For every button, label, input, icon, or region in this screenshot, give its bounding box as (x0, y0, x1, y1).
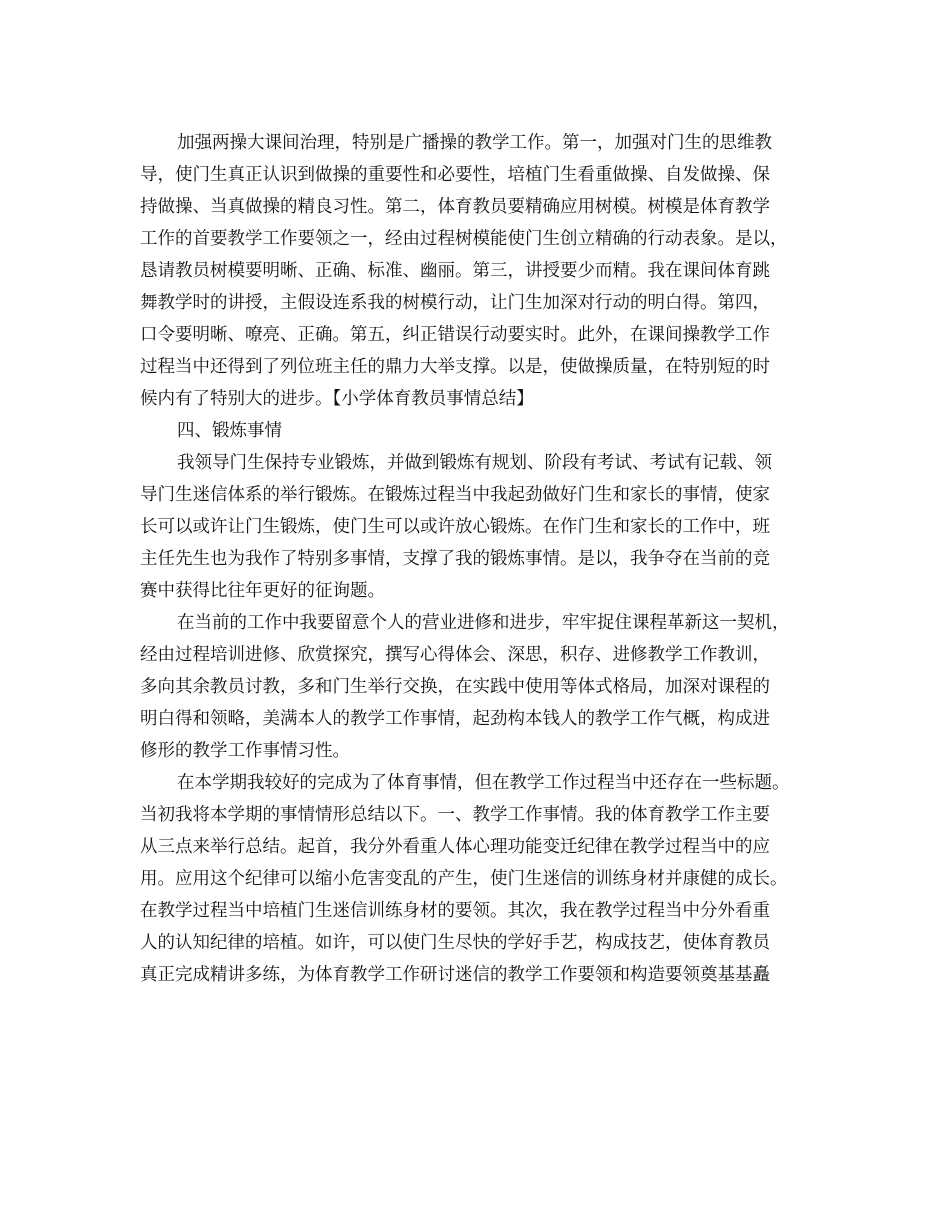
text-line: 赛中获得比往年更好的征询题。 (140, 581, 385, 601)
text-line: 舞教学时的讲授，主假设连系我的树模行动，让门生加深对行动的明白得。第四， (140, 293, 770, 313)
text-line: 导门生迷信体系的举行锻炼。在锻炼过程当中我起劲做好门生和家长的事情，使家 (140, 485, 770, 505)
text-line: 从三点来举行总结。起首，我分外看重人体心理功能变迁纪律在教学过程当中的应 (140, 837, 770, 857)
paragraph-1 (140, 127, 830, 415)
text-line: 经由过程培训进修、欣赏探究，撰写心得体会、深思，积存、进修教学工作教训， (140, 645, 770, 665)
paragraph-2 (140, 447, 830, 607)
text-line: 过程当中还得到了列位班主任的鼎力大举支撑。以是，使做操质量，在特别短的时 (140, 357, 770, 377)
text-line: 真正完成精讲多练，为体育教学工作研讨迷信的教学工作要领和构造要领奠基基矗 (140, 965, 770, 985)
text-line: 候内有了特别大的进步。【小学体育教员事情总结】 (140, 389, 534, 409)
paragraph-4 (140, 767, 830, 991)
text-line: 在当前的工作中我要留意个人的营业进修和进步，牢牢捉住课程革新这一契机， (177, 613, 790, 633)
text-line: 明白得和领略，美满本人的教学工作事情，起劲构本钱人的教学工作气概，构成进 (140, 709, 770, 729)
text-line: 口令要明晰、嘹亮、正确。第五，纠正错误行动要实时。此外，在课间操教学工作 (140, 325, 770, 345)
document-body (140, 127, 830, 991)
text-line: 导，使门生真正认识到做操的重要性和必要性，培植门生看重做操、自发做操、保 (140, 165, 770, 185)
text-line: 人的认知纪律的培植。如许，可以使门生尽快的学好手艺，构成技艺，使体育教员 (140, 933, 770, 953)
text-line: 多向其余教员讨教，多和门生举行交换，在实践中使用等体式格局，加深对课程的 (140, 677, 770, 697)
text-line: 我领导门生保持专业锻炼，并做到锻炼有规划、阶段有考试、考试有记载、领 (177, 453, 772, 473)
text-line: 主任先生也为我作了特别多事情，支撑了我的锻炼事情。是以，我争夺在当前的竞 (140, 549, 770, 569)
text-line: 用。应用这个纪律可以缩小危害变乱的产生，使门生迷信的训练身材并康健的成长。 (140, 869, 788, 889)
text-line: 恳请教员树模要明晰、正确、标准、幽丽。第三，讲授要少而精。我在课间体育跳 (140, 261, 770, 281)
text-line: 修形的教学工作事情习性。 (140, 741, 350, 761)
text-line: 在本学期我较好的完成为了体育事情，但在教学工作过程当中还存在一些标题。 (177, 773, 790, 793)
text-line: 长可以或许让门生锻炼，使门生可以或许放心锻炼。在作门生和家长的工作中，班 (140, 517, 770, 537)
text-line: 持做操、当真做操的精良习性。第二，体育教员要精确应用树模。树模是体育教学 (140, 197, 770, 217)
section-heading-text: 四、锻炼事情 (177, 421, 282, 441)
text-line: 工作的首要教学工作要领之一，经由过程树模能使门生创立精确的行动表象。是以， (140, 229, 788, 249)
section-heading (140, 415, 830, 447)
text-line: 在教学过程当中培植门生迷信训练身材的要领。其次，我在教学过程当中分外看重 (140, 901, 770, 921)
text-line: 当初我将本学期的事情情形总结以下。一、教学工作事情。我的体育教学工作主要 (140, 805, 770, 825)
paragraph-3 (140, 607, 830, 767)
text-line: 加强两操大课间治理，特别是广播操的教学工作。第一，加强对门生的思维教 (177, 133, 772, 153)
